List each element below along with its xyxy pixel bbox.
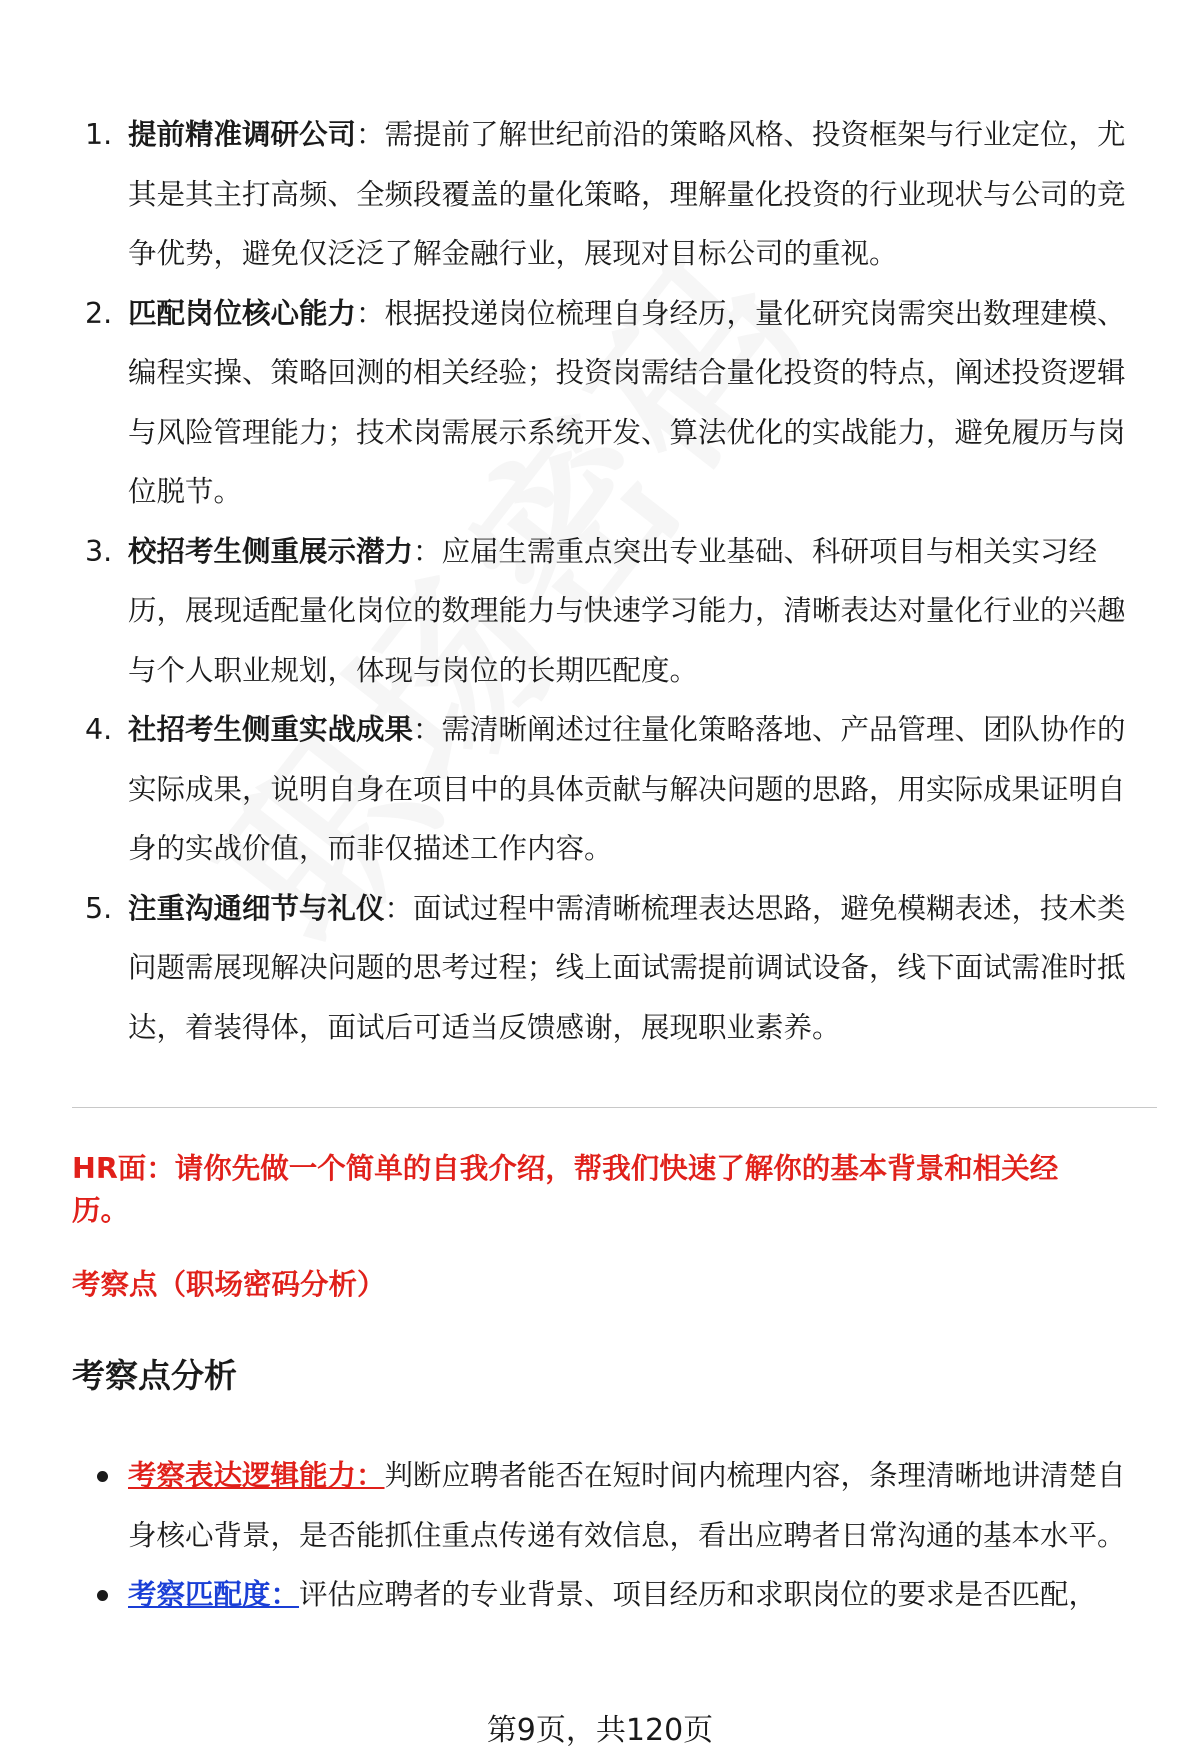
item-text: 需提前了解世纪前沿的策略风格、投资框架与行业定位，尤其是其主打高频、全频段覆盖的量化策略，理解量化投资的行业现状与公司的竞争优势，避免仅泛泛了解金融行业，展现对目标公司的重视。 <box>128 118 1126 270</box>
list-item <box>85 700 1145 879</box>
item-number: 2. <box>85 296 113 330</box>
item-number: 5. <box>85 891 113 925</box>
item-title: 校招考生侧重展示潜力 <box>128 534 414 568</box>
item-title: 社招考生侧重实战成果 <box>128 713 414 746</box>
list-item <box>85 522 1145 701</box>
section-divider <box>72 1107 1157 1108</box>
bullet-dot-icon <box>97 1590 108 1601</box>
page-number-footer: 第9页，共120页 <box>486 1713 714 1748</box>
item-text: 根据投递岗位梳理自身经历，量化研究岗需突出数理建模、编程实操、策略回测的相关经验；投资岗需结合量化投资的特点，阐述投资逻辑与风险管理能力；技术岗需展示系统开发、算法优化的实战能力，避免履历与岗位脱节。 <box>128 296 1126 508</box>
item-text: 应届生需重点突出专业基础、科研项目与相关实习经历，展现适配量化岗位的数理能力与快速学习能力，清晰表达对量化行业的兴趣与个人职业规划，体现与岗位的长期匹配度。 <box>128 534 1126 687</box>
item-number: 1. <box>85 118 113 151</box>
section-heading: 考察点分析 <box>72 1356 237 1395</box>
bullet-dot-icon <box>97 1471 108 1482</box>
list-item <box>95 1565 1145 1625</box>
list-item <box>85 284 1145 522</box>
bullet-text: 评估应聘者的专业背景、项目经历和求职岗位的要求是否匹配， <box>299 1578 1098 1611</box>
item-separator: ： <box>413 713 442 746</box>
list-item <box>95 1446 1145 1565</box>
bullet-title-link[interactable]: 考察匹配度： <box>128 1578 300 1611</box>
list-item <box>85 105 1145 284</box>
item-text: 需清晰阐述过往量化策略落地、产品管理、团队协作的实际成果，说明自身在项目中的具体贡献与解决问题的思路，用实际成果证明自身的实战价值，而非仅描述工作内容。 <box>128 713 1126 865</box>
item-separator: ： <box>384 891 414 925</box>
item-title: 注重沟通细节与礼仪 <box>128 891 385 925</box>
item-title: 匹配岗位核心能力 <box>128 296 357 330</box>
item-title: 提前精准调研公司 <box>128 118 357 151</box>
item-number: 4. <box>85 713 113 746</box>
analysis-label: 考察点（职场密码分析） <box>72 1268 386 1301</box>
numbered-tips-list <box>85 105 1145 1057</box>
item-separator: ： <box>356 118 385 151</box>
bullet-text: 判断应聘者能否在短时间内梳理内容，条理清晰地讲清楚自身核心背景，是否能抓住重点传递有效信息，看出应聘者日常沟通的基本水平。 <box>128 1459 1126 1552</box>
item-text: 面试过程中需清晰梳理表达思路，避免模糊表述，技术类问题需展现解决问题的思考过程；线上面试需提前调试设备，线下面试需准时抵达，着装得体，面试后可适当反馈感谢，展现职业素养。 <box>128 891 1126 1044</box>
item-separator: ： <box>356 296 385 330</box>
list-item <box>85 879 1145 1058</box>
hr-question: HR面：请你先做一个简单的自我介绍，帮我们快速了解你的基本背景和相关经历。 <box>72 1152 1059 1227</box>
item-separator: ： <box>413 534 442 568</box>
analysis-bullet-list <box>95 1446 1145 1625</box>
item-number: 3. <box>85 534 113 568</box>
bullet-title-link[interactable]: 考察表达逻辑能力： <box>128 1459 385 1492</box>
